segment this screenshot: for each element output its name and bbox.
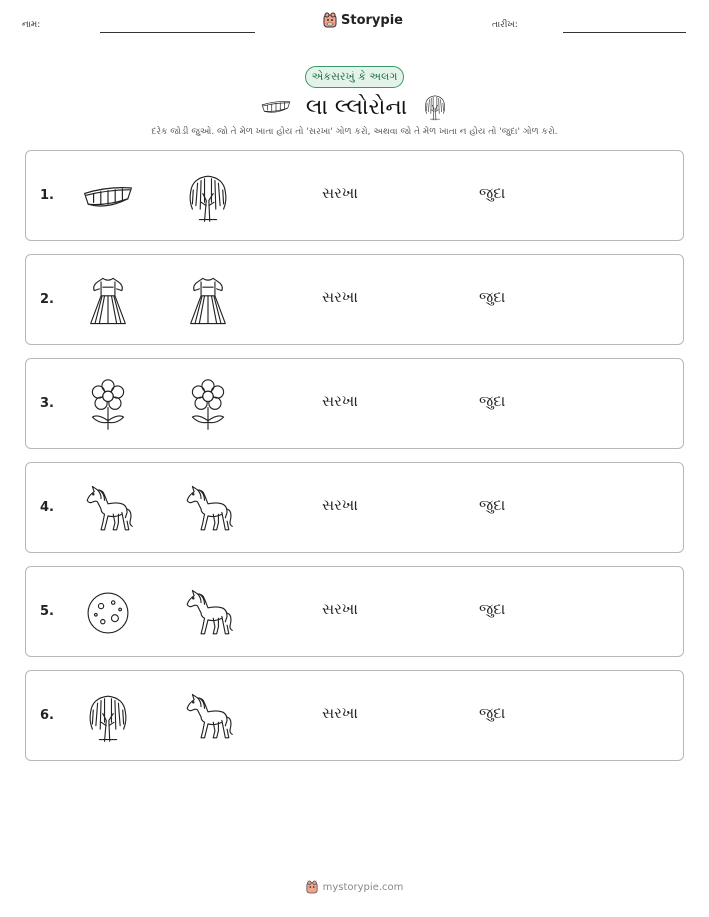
- left-image: [81, 171, 135, 223]
- row-number: 4.: [40, 500, 54, 515]
- different-option[interactable]: જુદા: [479, 600, 506, 618]
- different-option[interactable]: જુદા: [479, 704, 506, 722]
- question-row: [25, 358, 684, 449]
- date-field[interactable]: [563, 32, 686, 33]
- left-image: [81, 587, 135, 639]
- date-label: તારીખ:: [492, 20, 518, 30]
- left-image: [81, 275, 135, 327]
- left-image: [81, 483, 135, 535]
- question-row: [25, 462, 684, 553]
- question-row: [25, 566, 684, 657]
- footer: [0, 880, 709, 894]
- instructions: દરેક જોડી જુઓ. જો તે મેળ ખાતા હોય તો 'સરખા' ગોળ કરો, અથવા જો તે મેળ ખાતા ન હોય તો 'જુદા' ગોળ કરો.: [151, 127, 558, 137]
- left-image: [81, 691, 135, 743]
- flower-icon: [181, 379, 235, 431]
- question-row: [25, 150, 684, 241]
- willow-tree-icon: [421, 93, 449, 121]
- same-option[interactable]: સરખા: [322, 496, 358, 514]
- different-option[interactable]: જુદા: [479, 288, 506, 306]
- row-number: 6.: [40, 708, 54, 723]
- category-badge: એકસરખું કે અલગ: [305, 66, 404, 88]
- storypie-mascot-icon: [323, 12, 337, 28]
- right-image: [181, 379, 235, 431]
- horse-icon: [181, 587, 235, 639]
- row-number: 1.: [40, 188, 54, 203]
- same-option[interactable]: સરખા: [322, 704, 358, 722]
- moon-icon: [81, 587, 135, 639]
- dress-icon: [181, 275, 235, 327]
- boat-icon: [260, 96, 292, 118]
- dress-icon: [81, 275, 135, 327]
- name-label: નામ:: [22, 20, 41, 30]
- willow-tree-icon: [421, 93, 449, 121]
- willow-tree-icon: [81, 691, 135, 743]
- page-title: [0, 92, 709, 122]
- same-option[interactable]: સરખા: [322, 392, 358, 410]
- same-option[interactable]: સરખા: [322, 288, 358, 306]
- right-image: [181, 691, 235, 743]
- horse-icon: [181, 691, 235, 743]
- flower-icon: [81, 379, 135, 431]
- right-image: [181, 171, 235, 223]
- left-image: [81, 379, 135, 431]
- willow-tree-icon: [181, 171, 235, 223]
- horse-icon: [81, 483, 135, 535]
- question-row: [25, 254, 684, 345]
- boat-icon: [81, 171, 135, 223]
- row-number: 5.: [40, 604, 54, 619]
- footer-url: mystorypie.com: [322, 881, 404, 893]
- different-option[interactable]: જુદા: [479, 496, 506, 514]
- horse-icon: [181, 483, 235, 535]
- right-image: [181, 483, 235, 535]
- row-number: 2.: [40, 292, 54, 307]
- brand-name: Storypie: [341, 12, 403, 28]
- name-field[interactable]: [100, 32, 255, 33]
- boat-icon: [260, 96, 292, 118]
- storypie-mascot-icon: [306, 880, 318, 894]
- different-option[interactable]: જુદા: [479, 392, 506, 410]
- same-option[interactable]: સરખા: [322, 600, 358, 618]
- row-number: 3.: [40, 396, 54, 411]
- title-text: લા લ્લોરોના: [305, 94, 408, 120]
- right-image: [181, 587, 235, 639]
- same-option[interactable]: સરખા: [322, 184, 358, 202]
- different-option[interactable]: જુદા: [479, 184, 506, 202]
- right-image: [181, 275, 235, 327]
- brand-logo: [323, 12, 403, 28]
- question-row: [25, 670, 684, 761]
